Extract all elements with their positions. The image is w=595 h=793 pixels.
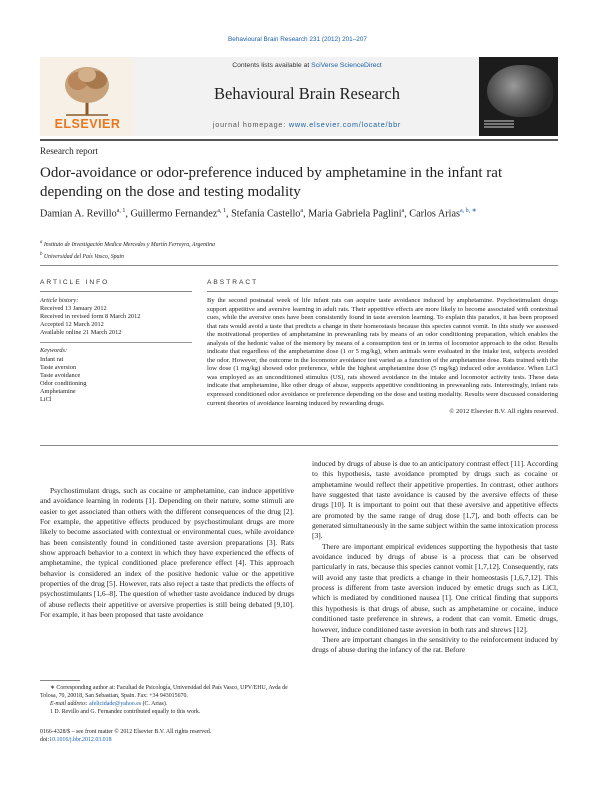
keyword: Infant rat bbox=[40, 355, 64, 363]
body-paragraph: There are important empirical evidences supporting the hypothesis that taste avoidance induced by drugs of abuse is a process that can be observed particularly in rats, because this species cannot vomit [1,7,12]. Consequently, rats will avoid any taste that predicts a change in their homeostasis [1,6,7,12]. This process is different from taste aversion induced by emetic drugs such as LiCl, which is mediated by conditioned nausea [1]. One critical finding that supports this hypothesis is that drugs of abuse, such as amphetamine or cocaine, induce conditioned taste preference in shrews, a rodent that can vomit. Emetic drugs, however, induce conditioned taste aversion in both rats and shrews [12]. bbox=[312, 541, 558, 634]
history-item: Available online 21 March 2012 bbox=[40, 329, 122, 337]
journal-homepage-line bbox=[135, 120, 479, 129]
issn-line: 0166-4328/$ – see front matter © 2012 Elsevier B.V. All rights reserved. bbox=[40, 729, 212, 735]
publisher-name: ELSEVIER bbox=[54, 117, 121, 131]
affiliation: $^b$ Universidad del País Vasco, Spain bbox=[40, 251, 124, 260]
keyword: Odor conditioning bbox=[40, 379, 87, 387]
body-paragraph: Psychostimulant drugs, such as cocaine or amphetamine, can induce appetitive and avoidance learning in rodents [1]. Depending on their nature, some stimuli are easier to get associated than others with the different consequences of the drug [2]. For example, the appetitive effects produced by psychostimulant drugs are more likely to become associated with contextual or environmental cues, while avoidance has been consistently found in conditioned taste aversion preparations [3]. Rats show approach behavior to a context in which they have experienced the effects of amphetamine, the typical conditioned place preference effect [4]. This approach behavior is considered an index of the positive hedonic value or the appetitive properties of the drug [5]. However, rats also reject a taste that predicts the effects of psychostimulants [1,6–8]. The question of whether taste avoidance induced by drugs of abuse reflects their appetitive or aversive properties is still being debated [9,10]. For example, it has been proposed that taste avoidance bbox=[40, 486, 294, 620]
author-affil-mark: a, 1 bbox=[217, 208, 226, 214]
brain-image bbox=[487, 65, 553, 117]
equal-contribution-note: 1 D. Revillo and G. Fernandez contributed equally to this work. bbox=[50, 709, 201, 715]
abstract bbox=[207, 297, 558, 417]
journal-title: Behavioural Brain Research bbox=[213, 84, 400, 103]
history-label: Article history: bbox=[40, 297, 79, 304]
doi-link[interactable]: 10.1016/j.bbr.2012.03.018 bbox=[49, 737, 112, 744]
cover-text-lines bbox=[484, 120, 514, 129]
abstract-rule bbox=[207, 291, 558, 292]
copyright-notice: © 2012 Elsevier B.V. All rights reserved. bbox=[449, 408, 558, 416]
affiliation: $^a$ Instituto de Investigación Medica Mercedes y Martín Ferreyra, Argentina bbox=[40, 240, 215, 248]
info-divider bbox=[40, 342, 192, 343]
article-info-rule bbox=[40, 291, 192, 292]
body-column-left bbox=[40, 486, 294, 620]
abstract-heading: ABSTRACT bbox=[207, 279, 259, 286]
paper-title: Odor-avoidance or odor-preference induced by amphetamine in the infant rat depending on the dose and testing modality bbox=[40, 165, 503, 200]
email-link[interactable]: afelicidade@yahoo.es bbox=[89, 701, 142, 707]
history-item: Accepted 12 March 2012 bbox=[40, 321, 104, 329]
author-name: Stefania Castello bbox=[231, 208, 301, 220]
abstract-text: By the second postnatal week of life infant rats can acquire taste avoidance induced by amphetamine. Psychostimulant drugs support appetitive and aversive learning in adult rats. Their appetitive effects are more likely to become associated with contextual cues, while the aversive ones have been consistently found in taste aversion learning. To explain this paradox, it has been proposed that rats would avoid a taste that predicts a change in their homeostasis because this species cannot vomit. In this study we assessed the motivational properties of amphetamine in preweanling rats by means of an odor conditioning preparation, which enables the analysis of the hedonic value of the memory by means of a consumption test or in terms of locomotor approach to the odor. Results indicate that regardless of the amphetamine dose (1 or 5 mg/kg), when animals were evaluated in the intake test, subjects avoided the odor. However, the outcome in the locomotor avoidance test varied as a function of the amphetamine dose. Rats trained with the low dose (1 mg/kg) showed odor preference, while the highest amphetamine dose (5 mg/kg) induced odor avoidance. When LiCl was employed as an unconditioned stimulus (US), rats showed avoidance in the intake and locomotor activity tests. These data indicate that amphetamine, like other drugs of abuse, supports appetitive conditioning in preweanling rats. Interestingly, infant rats expressed conditioned odor avoidance or preference depending on the dose and testing modality. Results were discussed considering current theories of avoidance learning induced by rewarding drugs. bbox=[207, 297, 558, 407]
affiliations bbox=[40, 238, 215, 262]
author-name: Carlos Arias bbox=[409, 208, 460, 220]
journal-cover-image bbox=[479, 57, 558, 136]
sciencedirect-link[interactable]: SciVerse ScienceDirect bbox=[311, 62, 382, 69]
history-item: Received 13 January 2012 bbox=[40, 305, 107, 313]
author-name: Maria Gabriela Paglini bbox=[308, 208, 402, 220]
keyword: Taste aversion bbox=[40, 363, 77, 371]
email-label: E-mail address: bbox=[50, 701, 90, 707]
title-rule bbox=[40, 265, 558, 266]
body-paragraph: There are important changes in the sensitivity to the reinforcement induced by drugs of abuse during the infancy of the rat. Before bbox=[312, 634, 558, 655]
corresponding-author-note: ∗ Corresponding author at: Facultad de Psicología, Universidad del País Vasco, UPV/EHU, Avda de Tolosa, 70, 20018, San Sebastian, Spain. Fax: +34 943015670. bbox=[40, 685, 288, 699]
article-info bbox=[40, 297, 192, 404]
homepage-link[interactable]: www.elsevier.com/locate/bbr bbox=[288, 120, 402, 129]
history-item: Received in revised form 8 March 2012 bbox=[40, 313, 141, 321]
author-affil-mark: a bbox=[300, 208, 304, 214]
footnote-rule bbox=[40, 680, 80, 681]
keyword: Taste avoidance bbox=[40, 371, 81, 379]
author-affil-mark: a, 1 bbox=[116, 208, 126, 214]
email-note bbox=[40, 700, 294, 708]
doi-line bbox=[40, 736, 211, 744]
author-affil-mark: a bbox=[401, 208, 405, 214]
article-info-heading: ARTICLE INFO bbox=[40, 279, 110, 286]
journal-reference[interactable]: Behavioural Brain Research 231 (2012) 201–207 bbox=[228, 36, 367, 43]
elsevier-tree-icon bbox=[60, 63, 114, 117]
keywords-label: Keywords: bbox=[40, 347, 68, 355]
contents-prefix: Contents lists available at bbox=[232, 62, 312, 69]
footnotes bbox=[40, 684, 294, 716]
corresponding-author-mark[interactable]: a, b, ∗ bbox=[459, 208, 477, 214]
contents-available-line bbox=[135, 62, 479, 69]
homepage-prefix: journal homepage: bbox=[212, 120, 289, 129]
article-type: Research report bbox=[40, 146, 98, 156]
keyword: Amphetamine bbox=[40, 387, 76, 395]
keyword: LiCl bbox=[40, 396, 52, 404]
email-suffix: (C. Arias). bbox=[141, 701, 168, 707]
author-name: Damian A. Revillo bbox=[40, 208, 117, 220]
body-paragraph: induced by drugs of abuse is due to an anticipatory contrast effect [11]. According to this hypothesis, taste avoidance prompted by drugs such as cocaine or amphetamine would reflect their appetitive properties. In contrast, other authors have suggested that taste avoidance is caused by the aversive effects of these drugs [10]. It is important to point out that these aversive and appetitive effects are promoted by the same range of drug dose [1,7], and both effects can be generated simultaneously in the same subject within the same intoxication process [3]. bbox=[312, 459, 558, 541]
author-list: Damian A. Revillo$^{a, 1}$, Guillermo Fernandez$^{a, 1}$, Stefania Castello$^a$, Maria Gabriela Paglini$^a$, Carlos Arias$^{a, b, ∗}$ bbox=[40, 208, 477, 220]
body-column-right bbox=[312, 459, 558, 656]
elsevier-logo[interactable] bbox=[40, 57, 135, 136]
doi-block bbox=[40, 728, 211, 745]
abstract-bottom-rule bbox=[40, 445, 558, 446]
header-rule bbox=[40, 139, 558, 141]
author-name: Guillermo Fernandez bbox=[130, 208, 218, 220]
doi-prefix: doi: bbox=[40, 737, 50, 744]
